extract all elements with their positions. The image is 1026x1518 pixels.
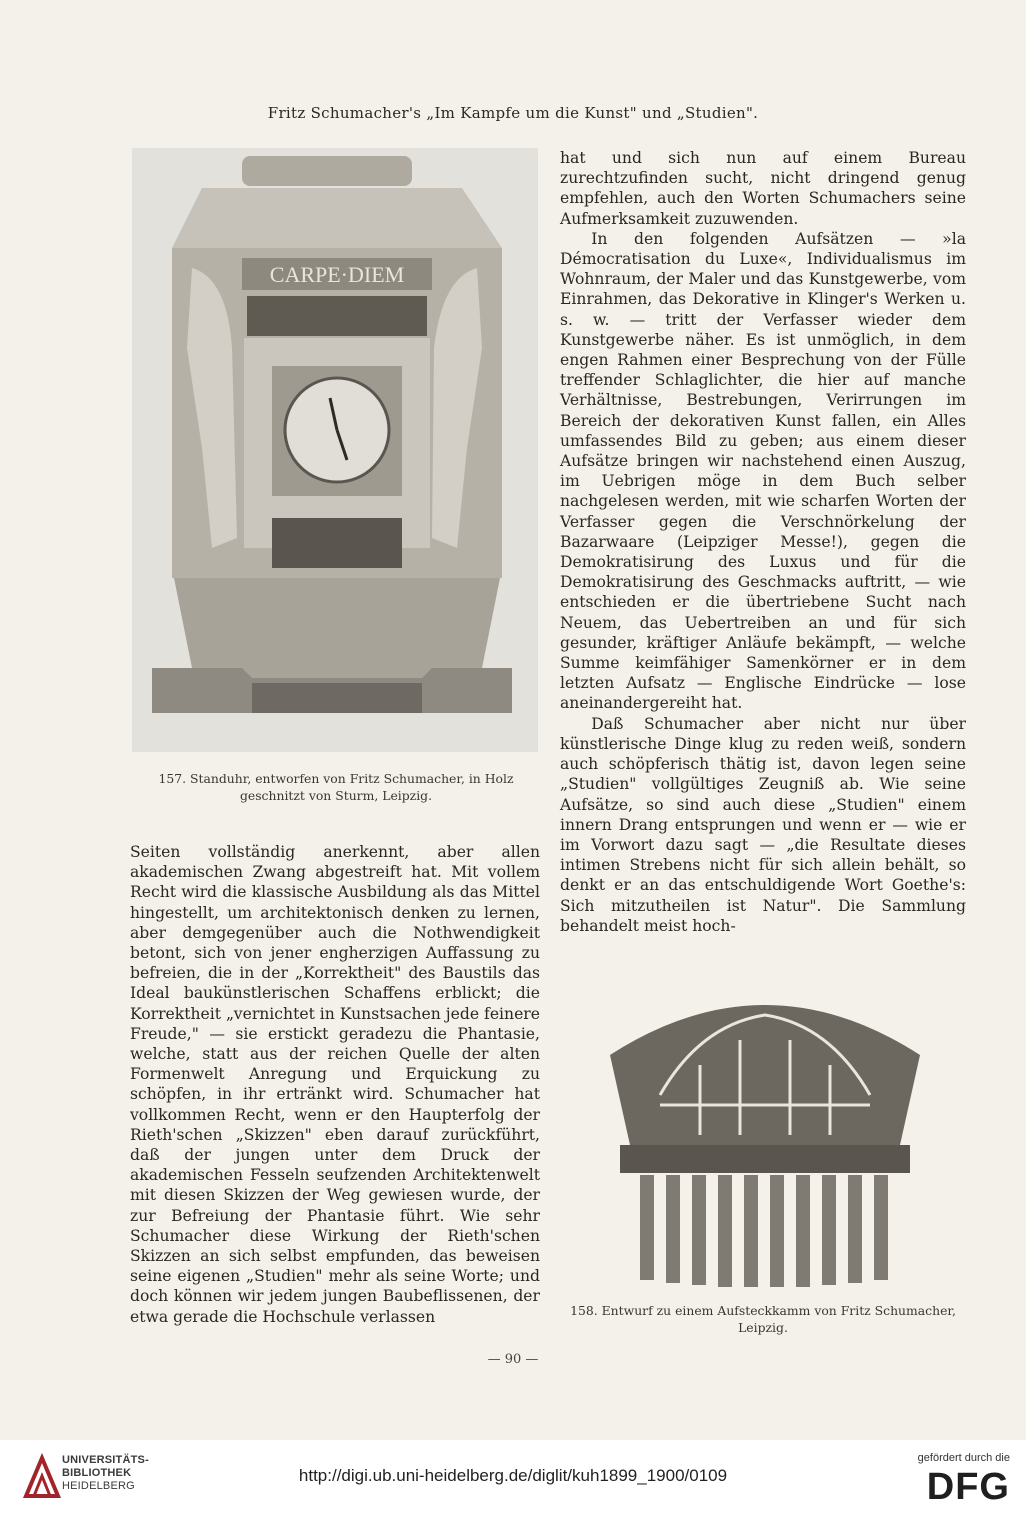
right-paragraph-3: Daß Schumacher aber nicht nur über künstlerische Dinge klug zu reden weiß, sondern auch schöpferisch thätig ist, davon legen seine „Studien" vollgültiges Zeugniß ab. Wie seine Aufsätze, so sind auch diese „Studien" einem innern Drang entsprungen und wenn er — wie er im Vorwort dazu sagt — „die Resultate dieses intimen Strebens nicht für sich allein behält, so denkt er an das entschuldigende Wort Goethe's: Sich mitzutheilen ist Natur". Die Sammlung behandelt meist hoch- [560,714,966,935]
left-paragraph-1: Seiten vollständig anerkennt, aber allen akademischen Zwang abgestreift hat. Mit vollem Recht wird die klassische Ausbildung als das Mittel hingestellt, um architektonisch denken zu lernen, aber demgegenüber auch die Nothwendigkeit betont, sich von jener engherzigen Auffassung zu befreien, die in der „Korrektheit" des Baustils das Ideal baukünstlerischen Schaffens erblickt; die Korrektheit „vernichtet in Kunstsachen jede feinere Freude," — sie erstickt geradezu die Phantasie, welche, statt aus der reichen Quelle der alten Formenwelt Anregung und Erquickung zu schöpfen, in ihr ertränkt wird. Schumacher hat vollkommen Recht, wenn er den Haupterfolg der Rieth'schen „Skizzen" eben darauf zurückführt, daß der jungen unter dem Druck der akademischen Fesseln seufzenden Architektenwelt mit diesen Skizzen der Weg gewiesen wurde, der zur Befreiung der Phantasie führt. Wie sehr Schumacher diese Wirkung der Rieth'schen Skizzen an sich selbst empfunden, das beweisen seine eigenen „Studien" mehr als seine Worte; und doch können wir jedem jungen Baubeflissenen, der etwa gerade die Hochschule verlassen [130,843,540,1326]
comb-figure [600,965,930,1295]
running-head: Fritz Schumacher's „Im Kampfe um die Kunst" und „Studien". [267,104,759,122]
left-column-text [130,842,540,1327]
university-line-2: BIBLIOTHEK [62,1467,132,1479]
right-paragraph-1: hat und sich nun auf einem Bureau zurechtzufinden sucht, nicht dringend genug empfehlen, auch den Worten Schumachers seine Aufmerksamkeit zuzuwenden. [560,149,966,228]
clock-figure [132,148,538,752]
clock-caption-line1: 157. Standuhr, entworfen von Fritz Schumacher, in Holz [158,771,514,786]
university-line-3: HEIDELBERG [62,1480,135,1492]
comb-caption-line2: Leipzig. [738,1320,788,1335]
source-url-link[interactable]: http://digi.ub.uni-heidelberg.de/diglit/kuh1899_1900/0109 [298,1466,728,1485]
clock-illustration [132,148,538,752]
page-number: — 90 — [487,1352,539,1367]
footer-bar [0,1440,1026,1518]
comb-caption-line1: 158. Entwurf zu einem Aufsteckkamm von Fritz Schumacher, [570,1303,956,1318]
clock-inscription: CARPE·DIEM [269,262,405,287]
right-column-text [560,148,966,936]
clock-caption-line2: geschnitzt von Sturm, Leipzig. [239,788,433,803]
dfg-logo: DFG [926,1466,1010,1508]
comb-caption [556,1302,970,1336]
comb-illustration [600,965,930,1295]
clock-caption [130,770,542,804]
university-line-1: UNIVERSITÄTS- [62,1454,149,1466]
right-paragraph-2: In den folgenden Aufsätzen — »la Démocratisation du Luxe«, Individualismus im Wohnraum, der Maler und das Kunstgewerbe, vom Einrahmen, das Dekorative in Klinger's Werken u. s. w. — tritt der Verfasser wieder dem Kunstgewerbe näher. Es ist unmöglich, in dem engen Rahmen einer Besprechung von der Fülle treffender Schlaglichter, die hier auf manche Verhältnisse, Bestrebungen, Verirrungen im Bereich der dekorativen Kunst fallen, ein Alles umfassendes Bild zu geben; aus einem dieser Aufsätze bringen wir nachstehend einen Auszug, im Uebrigen möge in dem Buch selber nachgelesen werden, mit wie scharfen Worten der Verfasser gegen die Verschnörkelung der Bazarwaare (Leipziger Messe!), gegen die Demokratisirung des Luxus und für die Demokratisirung des Geschmacks auftritt, — wie entschieden er die übertriebene Sucht nach Neuem, das Uebertreiben an und für sich gesunder, kräftiger Anläufe bekämpft, — welche Summe keimfähiger Samenkörner er in dem letzten Aufsatz — Englische Eindrücke — lose aneinandergereiht hat. [560,229,966,713]
funded-by-text: gefördert durch die [917,1452,1010,1464]
